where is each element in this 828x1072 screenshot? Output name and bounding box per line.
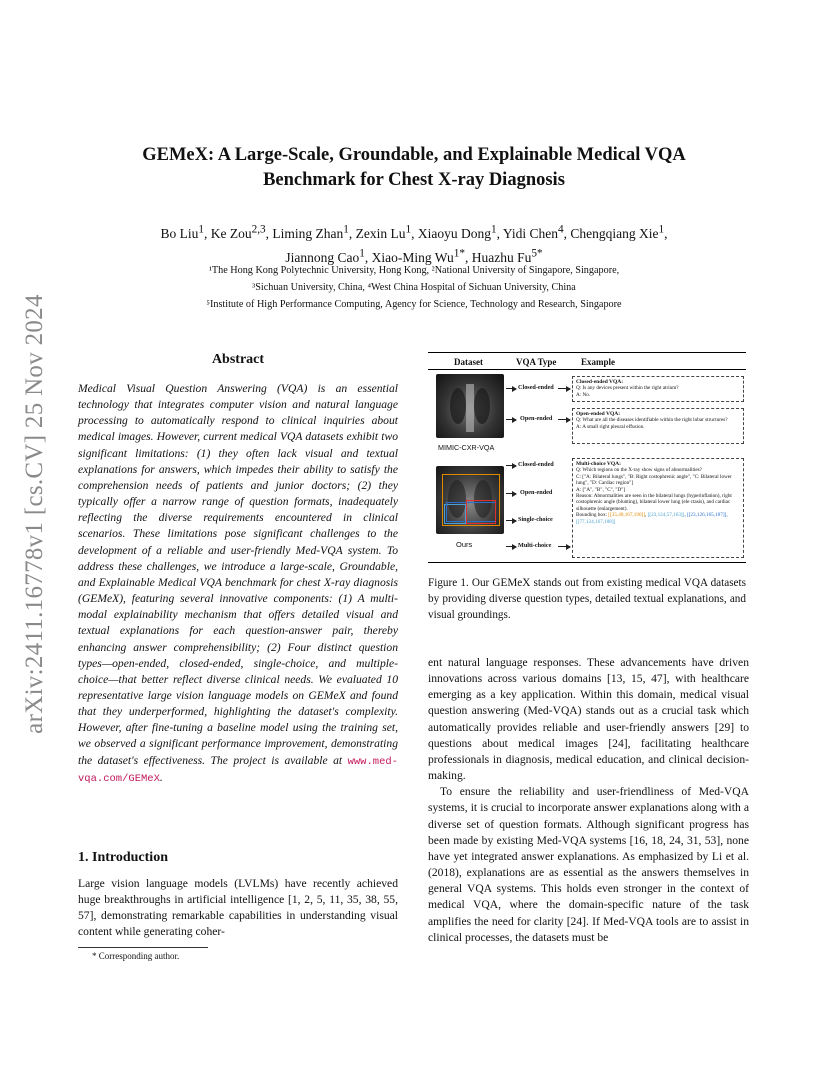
- box-choices: C: ["A: Bilateral lungs", "B: Right costophrenic angle", "C: Bilateral lower lung", "D: Cardiac region"]: [576, 473, 732, 487]
- arrow: [558, 419, 570, 420]
- vqa-type-label: Closed-ended: [518, 461, 554, 468]
- author: Xiaoyu Dong$^1$,: [417, 223, 503, 241]
- right-column-text: [428, 655, 749, 946]
- column-header-example: Example: [581, 357, 616, 367]
- paper-title: [90, 143, 738, 193]
- arxiv-sidebar: [10, 280, 60, 760]
- box-question: Q: What are all the diseases identifiable within the right lobar structures?: [576, 417, 728, 424]
- footnote: * Corresponding author.: [92, 951, 180, 961]
- author: Liming Zhan$^1$,: [272, 223, 356, 241]
- author-list: [90, 219, 738, 268]
- mimic-xray-image: [436, 374, 504, 438]
- vqa-type-label: Closed-ended: [518, 384, 554, 391]
- box-title: Open-ended VQA:: [576, 411, 621, 417]
- column-header-vqa-type: VQA Type: [516, 357, 557, 367]
- affiliation-line: ⁵Institute of High Performance Computing, Agency for Science, Technology and Research, Singapore: [206, 299, 622, 310]
- arrow: [506, 388, 516, 389]
- author: Bo Liu$^1$,: [160, 223, 211, 241]
- arrow: [506, 465, 516, 466]
- arrow: [558, 546, 570, 547]
- box-answer: A: A small right pleural effusion.: [576, 423, 645, 430]
- figure-top-rule: [428, 352, 746, 353]
- arrow: [506, 419, 516, 420]
- arrow: [506, 546, 516, 547]
- figure-bottom-rule: [428, 562, 746, 563]
- dataset-label-mimic: MIMIC-CXR-VQA: [438, 443, 495, 452]
- author: Xiao-Ming $Wu^{1*}$,: [371, 247, 472, 265]
- box-title: Multi-choice VQA:: [576, 461, 621, 467]
- bbox-coord: [[77,124,167,188]]: [576, 518, 616, 525]
- abstract-body: Medical Visual Question Answering (VQA) is an essential technology that integrates computer vision and natural language processing to automatically respond to clinical inquiries about medical images. However, current medical VQA datasets exhibit two significant limitations: (1) they often lack visual and textual explanations for answers, which impedes their ability to satisfy the comprehension needs of patients and junior doctors; (2) they typically offer a narrow range of question formats, inadequately reflecting the diverse requirements encountered in clinical scenarios. These limitations pose significant challenges to the development of a reliable and user-friendly Med-VQA system. To address these challenges, we introduce a large-scale, Groundable, and Explainable Medical VQA benchmark for chest X-ray diagnosis (GEMeX), featuring several innovative components: (1) A multi-modal explainability mechanism that offers detailed visual and textual explanations for each question-answer pair, thereby enhancing answer comprehensibility; (2) Four distinct question types—open-ended, closed-ended, single-choice, and multiple-choice—that better reflect diverse clinical needs. We evaluated 10 representative large vision language models on GEMeX and found that they underperformed, highlighting the dataset's complexity. However, after fine-tuning a baseline model using the training set, we observed a significant performance improvement, demonstrating the dataset's effectiveness. The project is available at www.med-vqa.com/GEMeX.: [78, 382, 398, 785]
- abstract-text: Medical Visual Question Answering (VQA) is an essential technology that integrates computer vision and natural language processing to automatically respond to clinical inquiries about medical images. However, current medical VQA datasets exhibit two significant limitations: (1) they often lack visual and textual explanations for answers, which impedes their ability to satisfy the comprehension needs of patients and junior doctors; (2) they typically offer a narrow range of question formats, inadequately reflecting the diverse requirements encountered in clinical scenarios. These limitations pose significant challenges to the development of a reliable and user-friendly Med-VQA system. To address these challenges, we introduce a large-scale, Groundable, and Explainable Medical VQA benchmark for chest X-ray diagnosis (GEMeX), featuring several innovative components: (1) A multi-modal explainability mechanism that offers detailed visual and textual explanations for each question-answer pair, thereby enhancing answer comprehensibility; (2) Four distinct question types—open-ended, closed-ended, single-choice, and multiple-choice—that better reflect diverse clinical needs. We evaluated 10 representative large vision language models on GEMeX and found that they underperformed, highlighting the dataset's complexity. However, after fine-tuning a baseline model using the training set, we observed a significant performance improvement, demonstrating the dataset's effectiveness. The project is available at: [78, 382, 398, 767]
- author: Jiannong Cao$^1$,: [285, 247, 372, 265]
- author: Zexin Lu$^1$,: [355, 223, 418, 241]
- ours-xray-image: [436, 466, 504, 534]
- arrow: [506, 493, 516, 494]
- bbox-coord: [[23,124,57,163]]: [647, 512, 685, 519]
- affiliation-line: ¹The Hong Kong Polytechnic University, Hong Kong, ²National University of Singapore, Singapore,: [208, 265, 620, 276]
- bbox-coord: [[35,48,167,196]]: [608, 512, 646, 519]
- vqa-type-label: Open-ended: [520, 415, 553, 422]
- author: Chengqiang Xie$^1$,: [570, 223, 668, 241]
- box-reason: Reason: Abnormalities are seen in the bilateral lungs (hyperinflation), right costophrenic angle (blunting), bilateral lower lung (ele ctasis), and cardiac silhouette (enlargement).: [576, 493, 732, 512]
- affiliations: [90, 262, 738, 313]
- title-line-2: Benchmark for Chest X-ray Diagnosis: [263, 170, 565, 190]
- box-answer: A: No.: [576, 391, 591, 398]
- figure-caption: Figure 1. Our GEMeX stands out from existing medical VQA datasets by providing diverse question types, detailed textual explanations, and visual groundings.: [428, 577, 746, 621]
- section-heading-introduction: 1. Introduction: [78, 850, 168, 865]
- box-bounding-box: Bounding box: [[35,48,167,196]], [[23,124,57,163]], [[23,126,165,187]], [[77,124,167,188]]: [576, 512, 728, 525]
- footnote-rule: [78, 947, 208, 948]
- vqa-type-label: Open-ended: [520, 489, 553, 496]
- arxiv-identifier: arXiv:2411.16778v1 [cs.CV] 25 Nov 2024: [21, 294, 48, 734]
- vqa-type-label: Multi-choice: [518, 542, 552, 549]
- box-question: Q: Is any devices present within the right atrium?: [576, 385, 679, 392]
- example-box-open-ended: [572, 408, 744, 444]
- box-question: Q: Which regions on the X-ray show signs of abnormalities?: [576, 467, 702, 474]
- example-box-multi-choice: [572, 458, 744, 558]
- project-link[interactable]: www.med-vqa.com/GEMeX: [78, 755, 398, 785]
- box-title: Closed-ended VQA:: [576, 379, 624, 385]
- affiliation-line: ³Sichuan University, China, ⁴West China Hospital of Sichuan University, China: [252, 282, 576, 293]
- paragraph: To ensure the reliability and user-friendliness of Med-VQA systems, it is crucial to incorporate answer explanations along with a diverse set of question formats. Although significant progress has been made by existing Med-VQA systems [16, 18, 24, 31, 53], none have yet integrated answer explanations. As emphasized by Li et al. (2018), explanations are as essential as the answers themselves in general VQA systems. This holds even stronger in the context of medical VQA, where the domain-specific nature of the task amplifies the need for clarity [24]. If Med-VQA tools are to assist in clinical processes, the datasets must be: [428, 785, 749, 944]
- title-line-1: GEMeX: A Large-Scale, Groundable, and Explainable Medical VQA: [142, 145, 686, 165]
- example-box-closed-ended: [572, 376, 744, 402]
- figure-1: [428, 352, 746, 562]
- intro-paragraph: Large vision language models (LVLMs) have recently achieved huge breakthroughs in artificial intelligence [1, 2, 5, 11, 35, 38, 55, 57], demonstrating remarkable capabilities in understanding visual content while generating coher-: [78, 877, 398, 939]
- author: Yidi Chen$^4$,: [502, 223, 571, 241]
- abstract-heading: Abstract: [211, 352, 265, 367]
- box-answer: A: ["A", "B", "C", "D"]: [576, 486, 626, 493]
- arrow: [558, 388, 570, 389]
- column-header-dataset: Dataset: [454, 357, 483, 367]
- arrow: [506, 520, 516, 521]
- author: Huazhu $Fu^{5*}$: [471, 247, 543, 265]
- vqa-type-label: Single-choice: [518, 516, 553, 523]
- figure-header-rule: [428, 369, 746, 370]
- paragraph: ent natural language responses. These advancements have driven innovations across various domains [13, 15, 47], with healthcare emerging as a key application. Within this domain, medical visual question answering (Med-VQA) stands out as a crucial task which automatically provides reliable and user-friendly answers [29] to questions about medical images [24], facilitating healthcare professionals in diagnosis, medical education, and clinical decision-making.: [428, 656, 749, 783]
- dataset-label-ours: Ours: [456, 540, 473, 549]
- bbox-coord: [[23,126,165,187]]: [686, 512, 727, 519]
- author: Ke Zou$^{2,3}$,: [210, 223, 273, 241]
